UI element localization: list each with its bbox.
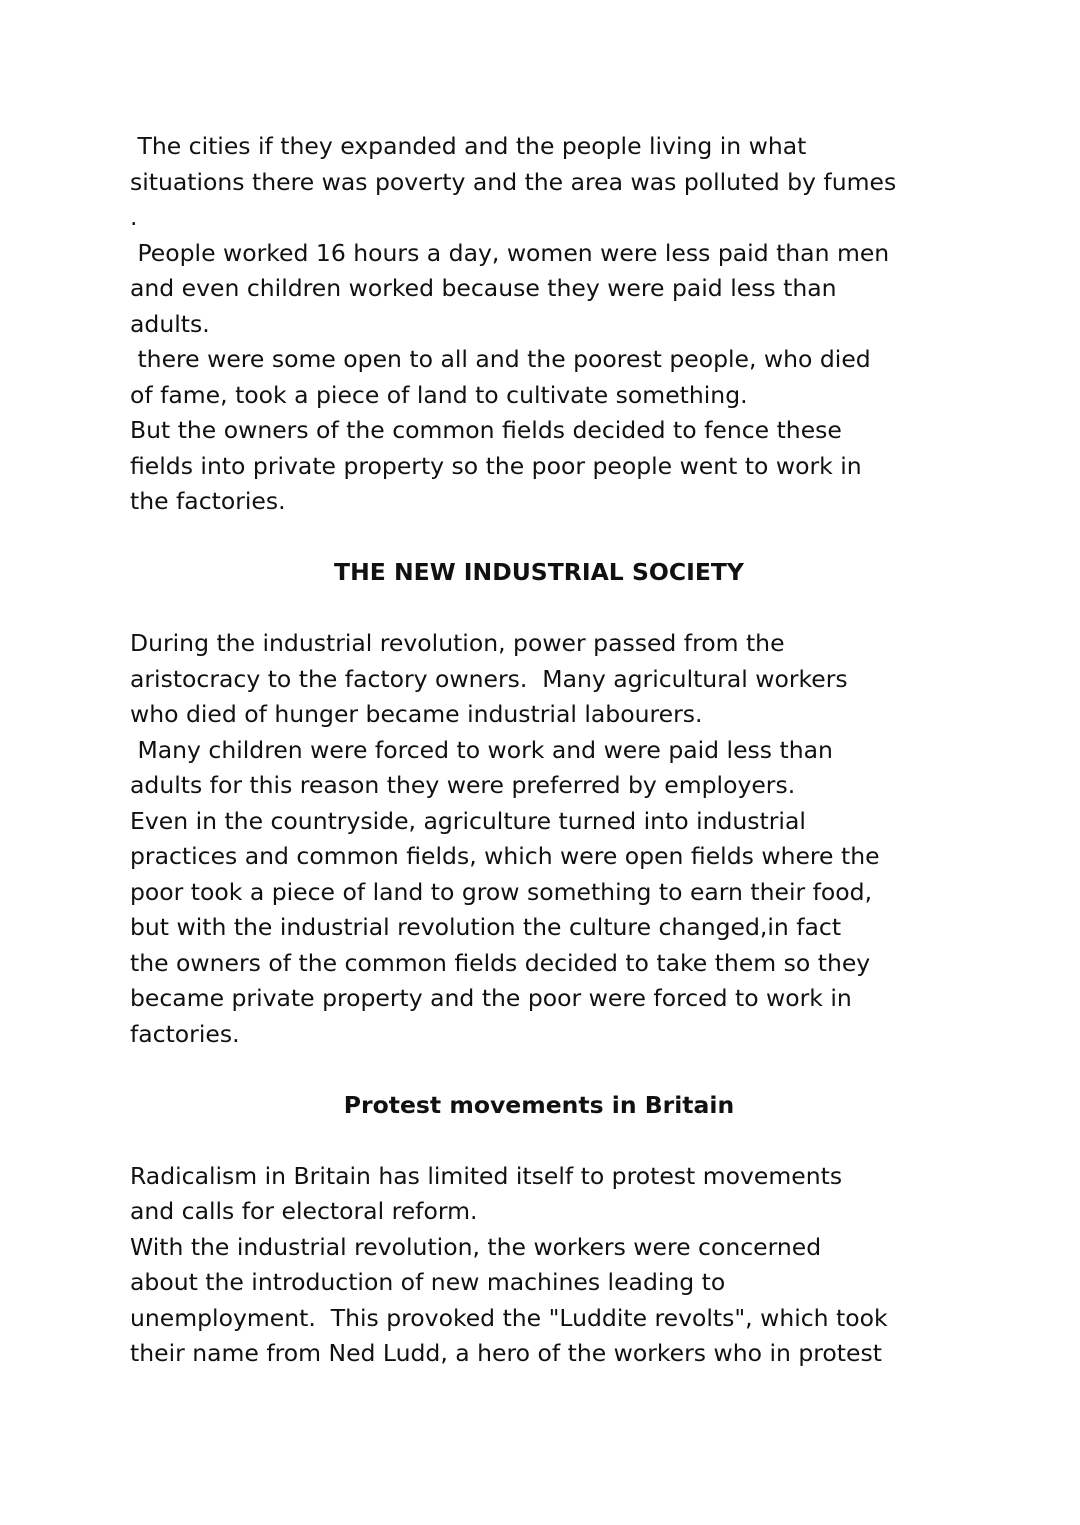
text-line: During the industrial revolution, power passed from the [130,629,785,657]
text-line: fields into private property so the poor people went to work in [130,451,862,480]
heading-protest-movements: Protest movements in Britain [343,1090,735,1119]
text-line: People worked 16 hours a day, women were less paid than men [130,238,890,267]
text-line: aristocracy to the factory owners. Many agricultural workers [130,664,848,693]
text-line: Many children were forced to work and were paid less than [130,735,833,764]
text-line: and even children worked because they were paid less than [130,274,837,302]
spacer [130,1052,960,1088]
text-line: With the industrial revolution, the workers were concerned [130,1232,822,1261]
paragraph-protest-movements [130,1159,960,1372]
spacer [130,591,960,627]
text-line: unemployment. This provoked the "Luddite revolts", which took [130,1303,888,1332]
text-line: poor took a piece of land to grow something to earn their food, [130,877,873,906]
text-line: but with the industrial revolution the culture changed,in fact [130,913,842,941]
text-line: adults for this reason they were preferred by employers. [130,771,796,799]
paragraph-new-industrial-society [130,626,960,1052]
text-line: of fame, took a piece of land to cultivate something. [130,380,748,409]
text-line: practices and common fields, which were open fields where the [130,842,880,870]
text-line: . [130,203,138,231]
text-line: But the owners of the common fields decided to fence these [130,416,842,444]
text-line: and calls for electoral reform. [130,1197,478,1225]
text-line: situations there was poverty and the area was polluted by fumes [130,167,897,196]
text-line: the factories. [130,487,286,515]
text-line: Even in the countryside, agriculture turned into industrial [130,806,806,835]
text-line: their name from Ned Ludd, a hero of the workers who in protest [130,1339,882,1367]
text-line: who died of hunger became industrial labourers. [130,700,703,728]
text-line: The cities if they expanded and the people living in what [130,132,807,160]
heading-new-industrial-society: THE NEW INDUSTRIAL SOCIETY [334,558,744,586]
text-line: the owners of the common fields decided to take them so they [130,948,871,977]
paragraph-living-conditions [130,129,960,520]
text-line: there were some open to all and the poorest people, who died [130,345,871,373]
spacer [130,1123,960,1159]
spacer [130,520,960,556]
text-line: factories. [130,1019,240,1048]
text-line: Radicalism in Britain has limited itself to protest movements [130,1161,843,1190]
text-line: adults. [130,309,210,338]
text-line: became private property and the poor were forced to work in [130,984,852,1012]
document-page [130,129,960,1372]
text-line: about the introduction of new machines leading to [130,1268,726,1296]
